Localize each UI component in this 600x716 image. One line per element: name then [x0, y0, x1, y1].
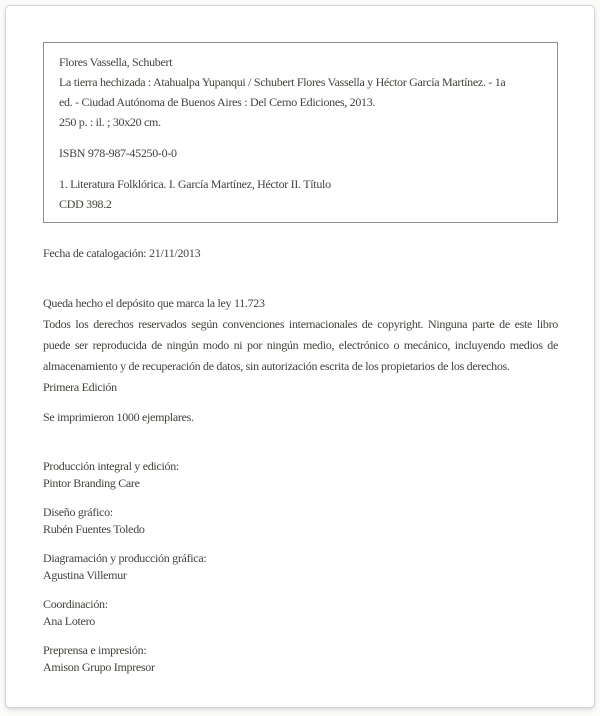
- credit-value: Pintor Branding Care: [43, 476, 140, 490]
- credit-value: Agustina Villemur: [43, 568, 127, 582]
- edition-line: Primera Edición: [43, 380, 117, 394]
- catalog-edition-line: ed. - Ciudad Autónoma de Buenos Aires : Del Cerno Ediciones, 2013.: [59, 95, 376, 109]
- catalog-title-line: La tierra hechizada : Atahualpa Yupanqui / Schubert Flores Vassella y Héctor García Martínez. - 1a: [59, 75, 506, 89]
- credit-label: Diagramación y producción gráfica:: [43, 551, 207, 565]
- catalog-subjects-line: 1. Literatura Folklórica. I. García Martínez, Héctor II. Título: [59, 177, 331, 191]
- credit-label: Preprensa e impresión:: [43, 643, 147, 657]
- catalog-blank-line: [59, 163, 544, 174]
- catalog-physical-description-line: 250 p. : il. ; 30x20 cm.: [59, 115, 161, 129]
- credit-pair-graphic-design: [43, 504, 558, 538]
- credit-pair-layout: [43, 550, 558, 584]
- cataloging-date-line: Fecha de catalogación: 21/11/2013: [43, 246, 201, 260]
- credit-value: Ana Lotero: [43, 614, 95, 628]
- credit-pair-production: [43, 458, 558, 492]
- catalog-cdd-line: CDD 398.2: [59, 197, 112, 211]
- credit-label: Diseño gráfico:: [43, 505, 113, 519]
- credits-section: [43, 458, 558, 676]
- cataloging-record-box: [43, 42, 558, 223]
- copyright-paragraph: Todos los derechos reservados según convenciones internacionales de copyright. Ninguna parte de este libro puede ser reproducida de ningún modo ni por ningún medio, electrónico o mecánico, incluyendo medios de almacenamiento y de recuperación de datos, sin autorización escrita de los propietarios de los derechos.: [43, 317, 558, 373]
- credit-value: Rubén Fuentes Toledo: [43, 522, 145, 536]
- document-page: [5, 5, 595, 708]
- credit-pair-prepress: [43, 642, 558, 676]
- credit-pair-coordination: [43, 596, 558, 630]
- credit-label: Producción integral y edición:: [43, 459, 179, 473]
- credit-label: Coordinación:: [43, 597, 108, 611]
- credit-value: Amison Grupo Impresor: [43, 660, 155, 674]
- catalog-author-line: Flores Vassella, Schubert: [59, 55, 173, 69]
- legal-section: [43, 293, 558, 398]
- legal-deposit-line: Queda hecho el depósito que marca la ley 11.723: [43, 296, 265, 310]
- print-run-line: Se imprimieron 1000 ejemplares.: [43, 410, 194, 424]
- catalog-isbn-line: ISBN 978-987-45250-0-0: [59, 146, 177, 160]
- catalog-blank-line: [59, 132, 544, 143]
